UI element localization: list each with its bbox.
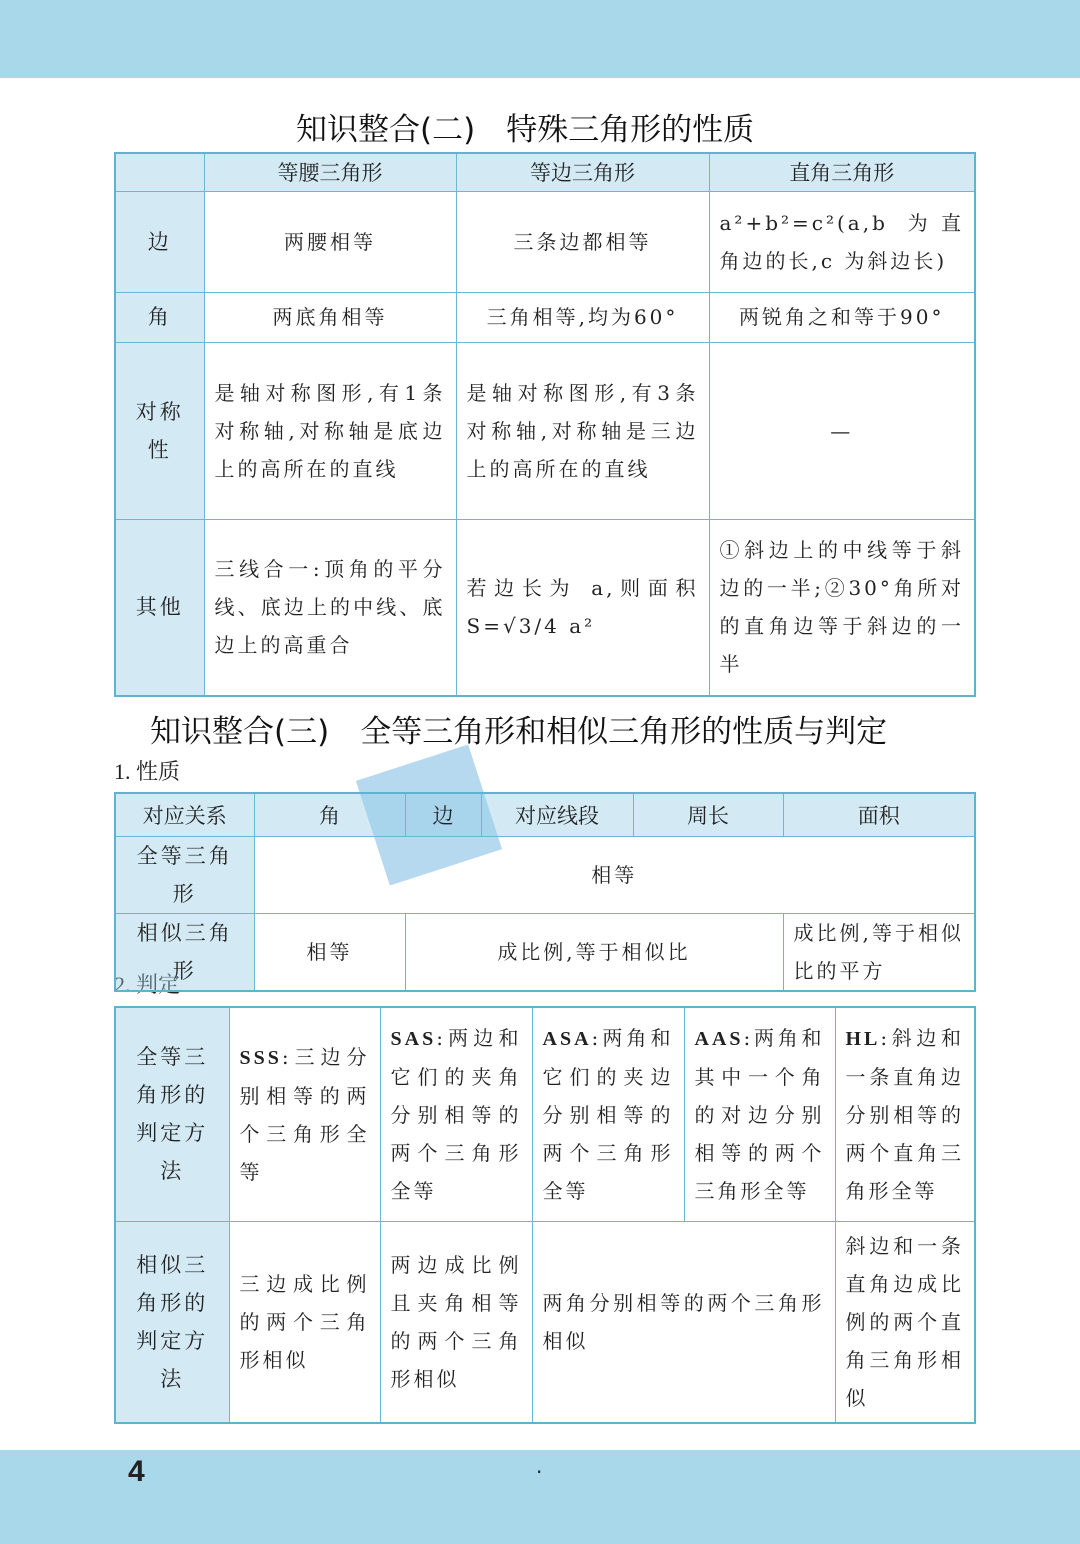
properties-table (114, 792, 976, 992)
criterion-text: :两角和它们的夹边分别相等的两个三角形全等 (542, 1025, 674, 1203)
cell: 成比例,等于相似比 (405, 913, 783, 991)
criteria-table (114, 1006, 976, 1424)
cell: 若边长为 a,则面积 S=√3/4 a² (456, 519, 709, 696)
page-number: 4 (128, 1455, 145, 1488)
criterion-key: ASA (542, 1027, 592, 1050)
cell: a²+b²=c²(a,b 为直角边的长,c 为斜边长) (709, 191, 975, 292)
top-band (0, 0, 1080, 78)
row-label: 相似三角形的判定方法 (115, 1221, 229, 1423)
subheading-properties: 1. 性质 (114, 759, 181, 784)
cell: 相等 (254, 836, 975, 913)
header: 面积 (783, 793, 975, 836)
cell-asa (532, 1007, 684, 1221)
row-label: 对称性 (115, 342, 204, 519)
row-label: 全等三角形 (115, 836, 254, 913)
special-triangles-table (114, 152, 976, 697)
footer-dot: · (536, 1460, 543, 1484)
section-title-2: 知识整合(二) 特殊三角形的性质 (296, 112, 755, 148)
cell: 相等 (254, 913, 405, 991)
header-equilateral: 等边三角形 (456, 153, 709, 191)
row-label: 角 (115, 292, 204, 342)
cell: 两底角相等 (204, 292, 456, 342)
header-right: 直角三角形 (709, 153, 975, 191)
row-label: 相似三角形 (115, 913, 254, 991)
section-title-3: 知识整合(三) 全等三角形和相似三角形的性质与判定 (150, 714, 888, 750)
header-isosceles: 等腰三角形 (204, 153, 456, 191)
criterion-text: :斜边和一条直角边分别相等的两个直角三角形全等 (845, 1025, 964, 1203)
cell: 两角分别相等的两个三角形相似 (532, 1221, 835, 1423)
cell: 三边成比例的两个三角形相似 (229, 1221, 380, 1423)
cell-sss (229, 1007, 380, 1221)
row-label: 全等三角形的判定方法 (115, 1007, 229, 1221)
cell: 两边成比例且夹角相等的两个三角形相似 (380, 1221, 532, 1423)
cell-hl (835, 1007, 975, 1221)
cell: 两锐角之和等于90° (709, 292, 975, 342)
row-label: 其他 (115, 519, 204, 696)
header: 对应线段 (481, 793, 633, 836)
criterion-key: AAS (694, 1027, 744, 1050)
cell: 三条边都相等 (456, 191, 709, 292)
header: 对应关系 (115, 793, 254, 836)
subheading-criteria: 2. 判定 (114, 972, 181, 997)
header: 周长 (633, 793, 783, 836)
cell: 成比例,等于相似比的平方 (783, 913, 975, 991)
cell-sas (380, 1007, 532, 1221)
criterion-key: HL (845, 1027, 881, 1050)
criterion-key: SAS (390, 1027, 437, 1050)
cell: 是轴对称图形,有1条对称轴,对称轴是底边上的高所在的直线 (204, 342, 456, 519)
header: 边 (405, 793, 481, 836)
cell: 两腰相等 (204, 191, 456, 292)
criterion-text: :三边分别相等的两个三角形全等 (239, 1044, 370, 1184)
criterion-key: SSS (239, 1046, 282, 1069)
cell: 三线合一:顶角的平分线、底边上的中线、底边上的高重合 (204, 519, 456, 696)
cell: ①斜边上的中线等于斜边的一半;②30°角所对的直角边等于斜边的一半 (709, 519, 975, 696)
header: 角 (254, 793, 405, 836)
cell-aas (684, 1007, 835, 1221)
cell: 是轴对称图形,有3条对称轴,对称轴是三边上的高所在的直线 (456, 342, 709, 519)
cell: 斜边和一条直角边成比例的两个直角三角形相似 (835, 1221, 975, 1423)
corner-cell (115, 153, 204, 191)
criterion-text: :两角和其中一个角的对边分别相等的两个三角形全等 (694, 1025, 825, 1203)
criterion-text: :两边和它们的夹角分别相等的两个三角形全等 (390, 1025, 522, 1203)
cell: — (709, 342, 975, 519)
row-label: 边 (115, 191, 204, 292)
cell: 三角相等,均为60° (456, 292, 709, 342)
